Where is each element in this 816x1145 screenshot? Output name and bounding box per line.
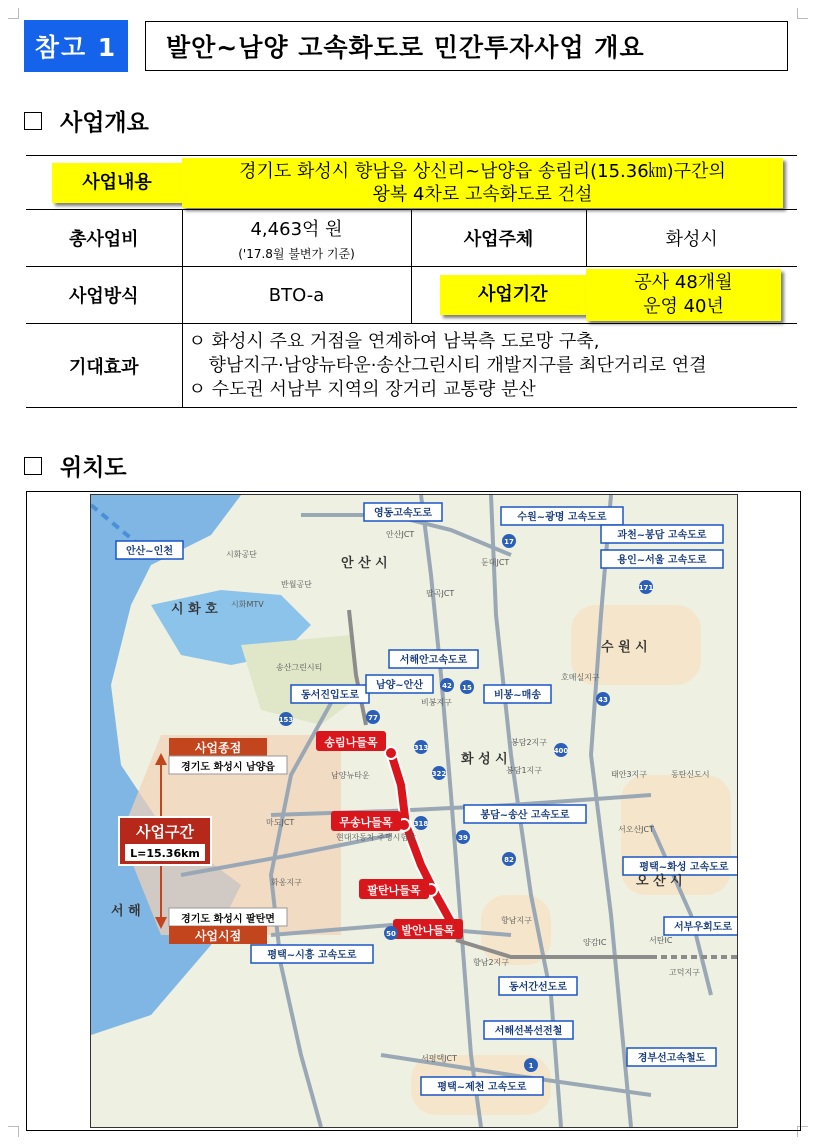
place-label: 봉담1지구 [506,766,543,775]
section-title: 사업구간 [136,823,194,841]
place-label: 비봉지구 [421,698,452,707]
end-place: 경기도 화성시 남양읍 [181,762,275,773]
effect-value [182,324,797,408]
page-title [145,21,788,71]
road-number: 400 [553,747,569,755]
road-number: 50 [386,930,396,938]
corner-mark [797,8,808,19]
place-label: 반월공단 [281,580,312,589]
place-label: 마도JCT [266,818,295,827]
content-label: 사업내용 [52,163,182,203]
road-label: 비봉~매송 [493,690,542,701]
road-label: 영동고속도로 [374,508,432,519]
road-number: 82 [504,856,514,864]
map-canvas [91,495,737,1127]
road-number: 318 [413,820,429,828]
road-number: 43 [598,696,608,704]
road-label: 평택~화성 고속도로 [639,862,729,873]
cost-label: 총사업비 [26,210,182,267]
road-label: 과천~봉담 고속도로 [617,530,707,541]
reference-badge: 참고 1 [24,20,128,72]
section-location-heading [24,449,127,482]
place-label: 서평택JCT [421,1054,458,1063]
content-value [182,158,783,208]
road-label: 동서진입도로 [301,690,359,701]
cost-value: 4,463억 원 [250,218,343,240]
road-number: 77 [368,714,378,722]
checkbox-square-icon [24,457,42,475]
road-label: 남양~안산 [375,680,424,691]
road-label: 봉담~송산 고속도로 [480,810,570,821]
road-number: 15 [462,684,472,692]
effect-line-3: ㅇ 수도권 서남부 지역의 장거리 교통량 분산 [188,378,536,400]
place-label: 남양뉴타운 [331,771,370,780]
effect-label: 기대효과 [26,324,182,408]
road-number: 313 [413,744,429,752]
road-number: 39 [458,834,468,842]
road-label: 경부선고속철도 [637,1053,706,1064]
table-row [26,210,797,267]
table-row [26,324,797,408]
place-label: 화옹지구 [271,878,302,887]
method-label: 사업방식 [26,267,182,324]
road-number: 17 [504,538,514,546]
effect-line-1: ㅇ 화성시 주요 거점을 연계하여 남북측 도로망 구축, [188,330,600,352]
period-value [586,269,781,321]
road-number: 171 [638,584,654,592]
road-label: 안산~인천 [125,546,174,557]
start-place: 경기도 화성시 팔탄면 [181,914,275,925]
checkbox-square-icon [24,112,42,130]
period-value-cell [586,267,797,324]
region-label: 수 원 시 [601,640,648,655]
urban-area [481,895,551,965]
place-label: 호매실지구 [561,673,600,682]
owner-label: 사업주체 [411,210,586,267]
interchange-marker [385,747,397,759]
corner-mark [8,8,19,19]
road-label: 평택~제천 고속도로 [437,1082,527,1093]
interchange-label: 송림나들목 [324,736,378,749]
place-label: 동탄신도시 [671,770,710,779]
start-tag: 사업시점 [194,929,242,943]
place-label: 시화공단 [226,550,257,559]
section-length: L=15.36km [130,847,200,860]
content-line-1: 경기도 화성시 향남읍 상신리~남양읍 송림리(15.36㎞)구간의 [239,160,726,182]
location-map [90,494,738,1128]
road-label: 동서간선도로 [509,982,567,993]
place-label: 안산JCT [386,530,415,539]
place-label: 태안3지구 [611,770,648,779]
overview-table [26,155,797,408]
effect-line-2: 향남지구·남양뉴타운·송산그린시티 개발지구를 최단거리로 연결 [208,354,707,376]
content-line-2: 왕복 4차로 고속화도로 건설 [372,183,593,205]
table-row [26,156,797,210]
region-label: 서 해 [111,904,141,919]
road-number: 42 [442,682,452,690]
road-number: 322 [431,770,447,778]
period-label-cell [411,267,586,324]
region-label: 시 화 호 [171,602,218,617]
place-label: 팔곡JCT [426,589,455,598]
period-line-1: 공사 48개월 [634,272,733,293]
cost-value-cell [182,210,411,267]
road-label: 서부우회도로 [674,922,732,933]
period-label: 사업기간 [440,275,587,315]
place-label: 향남지구 [501,916,532,925]
end-tag: 사업종점 [194,741,242,755]
interchange-label: 발안나들목 [401,924,455,937]
period-line-2: 운영 40년 [643,296,724,317]
region-label: 화 성 시 [461,752,508,767]
interchange-label: 팔탄나들목 [367,884,421,897]
place-label: 둔대JCT [481,558,510,567]
region-label: 오 산 시 [636,874,683,889]
place-label: 양감IC [583,938,607,947]
road-number: 153 [278,716,294,724]
place-label: 시화MTV [231,600,264,609]
region-label: 안 산 시 [341,556,388,571]
corner-mark [8,1126,19,1137]
place-label: 서오산JCT [618,825,655,834]
road-number: 1 [528,1062,534,1070]
cost-note: ('17.8월 불변가 기준) [238,246,355,261]
place-label: 봉담2지구 [511,738,548,747]
table-row [26,267,797,324]
content-value-cell [182,156,797,210]
road-label: 용인~서울 고속도로 [617,555,707,566]
owner-value: 화성시 [586,210,797,267]
road-label: 서해안고속도로 [399,655,468,666]
section-overview-heading [24,104,149,137]
method-value: BTO-a [182,267,411,324]
road-label: 서해선복선전철 [494,1026,563,1037]
place-label: 고덕지구 [669,968,700,977]
section-location-label: 위치도 [60,454,127,481]
section-overview-label: 사업개요 [60,109,149,136]
road-label: 수원~광명 고속도로 [517,512,607,523]
place-label: 서탄IC [649,936,673,945]
place-label: 향남2지구 [473,958,510,967]
place-label: 송산그린시티 [276,663,323,672]
interchange-label: 무송나들목 [339,816,393,829]
place-label: 현대자동차 주행시험장 [336,833,416,842]
content-label-cell [26,156,182,210]
road-label: 평택~시흥 고속도로 [267,950,357,961]
page-title-text: 발안~남양 고속화도로 민간투자사업 개요 [166,33,645,62]
